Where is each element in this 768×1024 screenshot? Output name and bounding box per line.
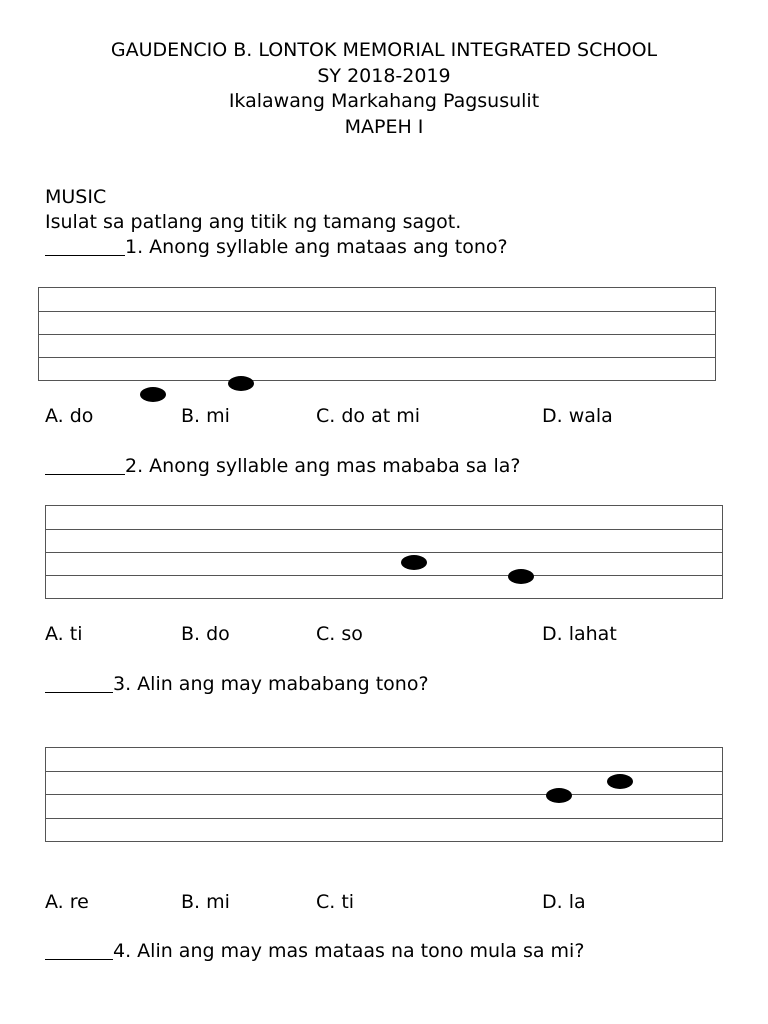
staff-line: [46, 794, 722, 795]
choice-1d: D. wala: [542, 405, 613, 427]
note-head: [140, 387, 166, 402]
instruction-text: Isulat sa patlang ang titik ng tamang sagot.: [45, 211, 462, 233]
question-2-text: 2. Anong syllable ang mas mababa sa la?: [125, 455, 521, 477]
answer-blank-4[interactable]: [45, 940, 113, 960]
answer-blank-3[interactable]: [45, 673, 113, 693]
staff-line: [46, 575, 722, 576]
question-1-text: 1. Anong syllable ang mataas ang tono?: [125, 236, 508, 258]
note-head: [607, 774, 633, 789]
note-head: [228, 376, 254, 391]
choice-2c: C. so: [316, 623, 363, 645]
music-staff-2: [45, 505, 723, 599]
exam-title: Ikalawang Markahang Pagsusulit: [228, 90, 540, 112]
staff-line: [46, 818, 722, 819]
staff-line: [46, 771, 722, 772]
music-staff-1: [38, 287, 716, 381]
note-head: [546, 788, 572, 803]
choice-3a: A. re: [45, 891, 89, 913]
question-4: [45, 940, 584, 962]
section-title: MUSIC: [45, 186, 107, 208]
choice-3c: C. ti: [316, 891, 355, 913]
answer-blank-2[interactable]: [45, 455, 125, 475]
choice-3d: D. la: [542, 891, 586, 913]
school-name: GAUDENCIO B. LONTOK MEMORIAL INTEGRATED SCHOOL: [110, 39, 658, 61]
question-1: [45, 236, 508, 258]
staff-line: [39, 311, 715, 312]
subject-title: MAPEH I: [344, 115, 424, 138]
music-staff-3: [45, 747, 723, 842]
staff-line: [39, 334, 715, 335]
document-header: [0, 38, 768, 140]
choice-3b: B. mi: [181, 891, 230, 913]
question-4-text: 4. Alin ang may mas mataas na tono mula sa mi?: [113, 940, 585, 962]
choice-2a: A. ti: [45, 623, 83, 645]
staff-line: [39, 357, 715, 358]
school-year: SY 2018-2019: [317, 64, 451, 87]
choice-1a: A. do: [45, 405, 94, 427]
choice-2b: B. do: [181, 623, 230, 645]
question-3-text: 3. Alin ang may mababang tono?: [113, 673, 429, 695]
answer-blank-1[interactable]: [45, 236, 125, 256]
question-3: [45, 673, 429, 695]
staff-line: [46, 552, 722, 553]
choice-2d: D. lahat: [542, 623, 617, 645]
choice-1b: B. mi: [181, 405, 230, 427]
staff-line: [46, 529, 722, 530]
question-2: [45, 455, 520, 477]
note-head: [401, 555, 427, 570]
note-head: [508, 569, 534, 584]
choice-1c: C. do at mi: [316, 405, 420, 427]
